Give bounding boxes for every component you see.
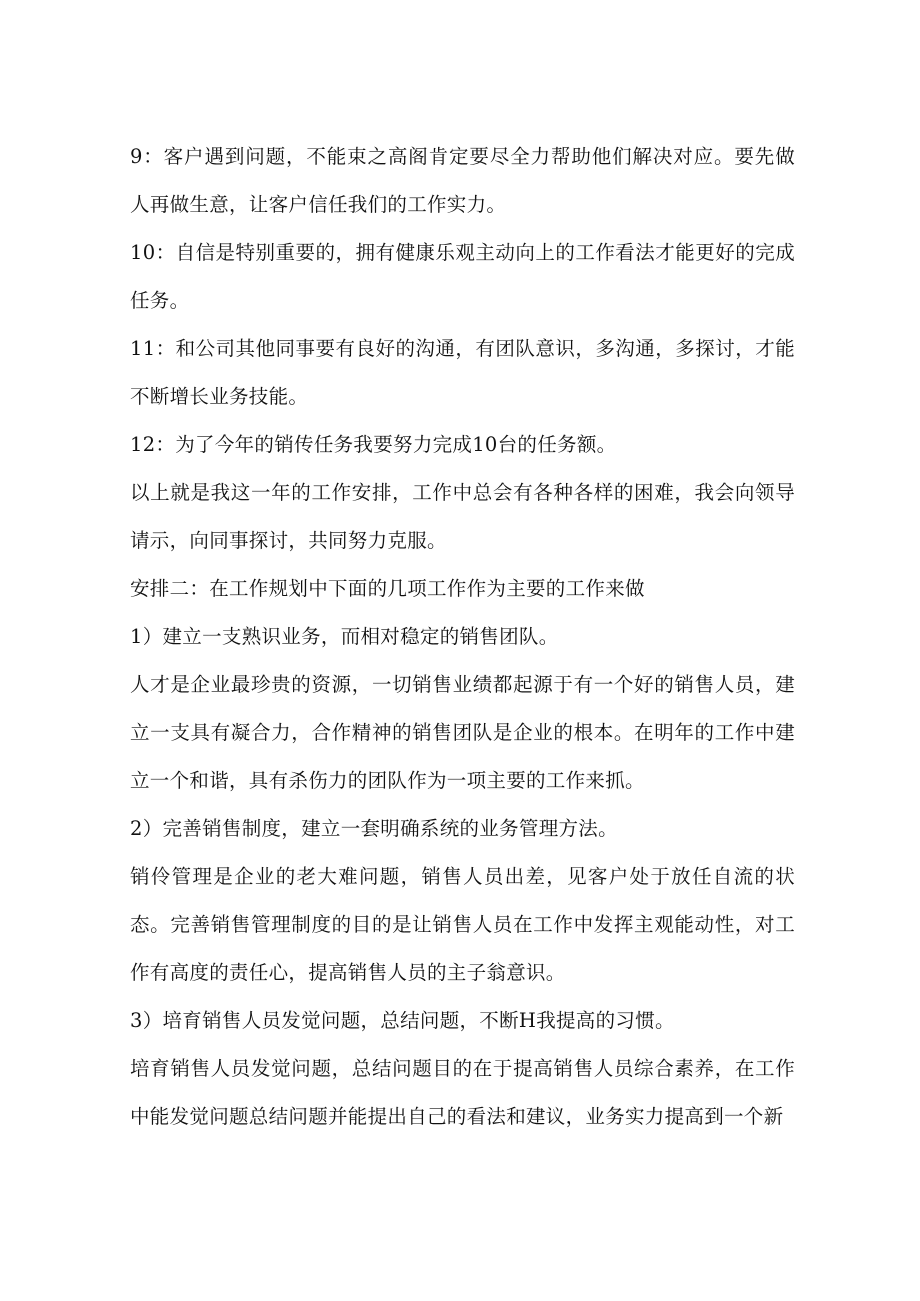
paragraph-item-10: 10：自信是特别重要的，拥有健康乐观主动向上的工作看法才能更好的完成任务。 (130, 241, 795, 312)
paragraph-team: 人才是企业最珍贵的资源，一切销售业绩都起源于有一个好的销售人员，建立一支具有凝合力，合作精神的销售团队是企业的根本。在明年的工作中建立一个和谐，具有杀伤力的团队作为一项主要的工作来抓。 (130, 673, 795, 792)
section-heading-plan-two: 安排二：在工作规划中下面的几项工作作为主要的工作来做 (130, 577, 645, 600)
document-body (130, 133, 795, 1141)
subheading-1: 1）建立一支熟识业务，而相对稳定的销售团队。 (130, 625, 559, 648)
subheading-2: 2）完善销售制度，建立一套明确系统的业务管理方法。 (130, 817, 618, 840)
paragraph-summary: 以上就是我这一年的工作安排，工作中总会有各种各样的困难，我会向领导请示，向同事探讨，共同努力克服。 (130, 481, 795, 552)
paragraph-management: 销伶管理是企业的老大难问题，销售人员出差，见客户处于放任自流的状态。完善销售管理制度的目的是让销售人员在工作中发挥主观能动性，对工作有高度的责任心，提高销售人员的主子翁意识。 (130, 865, 795, 984)
subheading-3: 3）培育销售人员发觉问题，总结问题，不断H我提高的习惯。 (130, 1009, 675, 1032)
paragraph-training: 培育销售人员发觉问题，总结问题目的在于提高销售人员综合素养，在工作中能发觉问题总结问题并能提出自己的看法和建议，业务实力提高到一个新 (130, 1057, 795, 1128)
paragraph-item-11: 11：和公司其他同事要有良好的沟通，有团队意识，多沟通，多探讨，才能不断增长业务技能。 (130, 337, 795, 408)
paragraph-item-9: 9：客户遇到问题，不能束之高阁肯定要尽全力帮助他们解决对应。要先做人再做生意，让客户信任我们的工作实力。 (130, 145, 795, 216)
paragraph-item-12: 12：为了今年的销传任务我要努力完成10台的任务额。 (130, 433, 617, 456)
